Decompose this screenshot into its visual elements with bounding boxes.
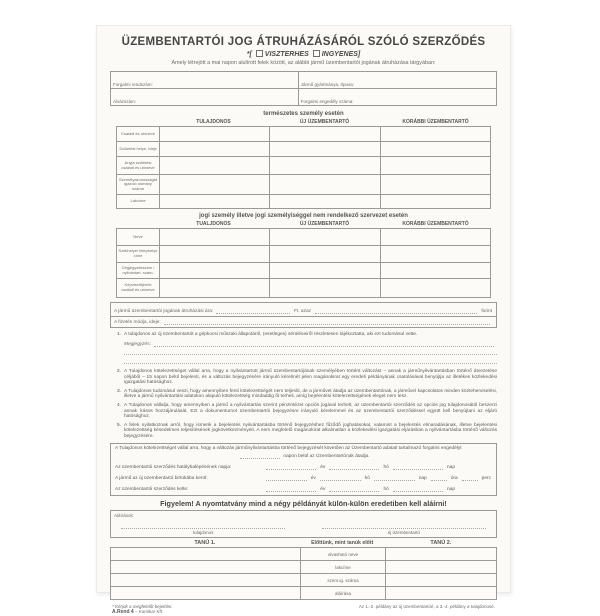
blank-line [124, 347, 497, 355]
col-new-operator: ÚJ ÜZEMBENTARTÓ [299, 119, 350, 125]
legal-person-column-headers [116, 220, 491, 228]
clause-5 [110, 423, 497, 440]
date-row-label: A jármű az új üzembentartó birtokába kerül: [115, 476, 208, 482]
table-cell [160, 142, 269, 156]
table-cell [270, 142, 379, 156]
table-cell [381, 195, 490, 208]
spacer [116, 220, 158, 228]
signatures-box [110, 510, 497, 538]
form-code: A.Rend 4 [112, 609, 134, 616]
row-label: olvasható neve [301, 548, 386, 560]
unit-day: nap [418, 476, 427, 482]
row-label: Anyja születési családi és utóneve [117, 157, 159, 174]
signature-line [121, 522, 285, 529]
table-cell [160, 127, 269, 141]
witness-headers [110, 540, 497, 546]
table-cell [270, 175, 379, 194]
price-box [110, 302, 497, 328]
blank-line [154, 341, 494, 347]
col-previous-operator: KORÁBBI ÜZEMBENTARTÓ [402, 119, 469, 125]
col-previous-operator: KORÁBBI ÜZEMBENTARTÓ [402, 221, 469, 227]
field-make [299, 72, 496, 88]
date-row-effective [115, 464, 492, 470]
spacer [116, 118, 158, 126]
table-cell [111, 587, 300, 599]
blank-line [124, 356, 497, 364]
clause-number: 5. [116, 422, 121, 428]
table-cell [386, 574, 496, 586]
natural-person-table [116, 126, 491, 209]
type-option-onerous: VISZTERHES [264, 51, 309, 58]
clause-1 [110, 332, 497, 338]
table-cell [111, 561, 300, 573]
table-cell [270, 246, 379, 262]
clause-number: 2. [116, 368, 121, 374]
row-label: Lakcíme [117, 195, 159, 208]
unit-year: év [310, 476, 316, 482]
unit-day: nap [446, 487, 455, 493]
field-registration-label: Forgalmi engedély száma: [300, 99, 354, 104]
price-label: A jármű üzembentartói jogának átruházási ára: [114, 309, 214, 314]
blank-line [431, 475, 447, 481]
col-new-operator: ÚJ ÜZEMBENTARTÓ [299, 221, 350, 227]
row-label: Születési helye, ideje [117, 142, 159, 156]
payment-label: A fizetés módja, ideje: [114, 320, 161, 325]
blank-line [374, 475, 415, 481]
witness-center-heading: Előttünk, mint tanúk előtt [311, 540, 374, 547]
table-cell [160, 279, 269, 297]
copies-note: Az 1.-2. példány az új üzembentartóé, a 3.-4. példány a tulajdonosé. [358, 604, 495, 610]
col-owner: TULAJDONOS [196, 119, 231, 125]
table-cell [160, 246, 269, 262]
table-cell [381, 279, 490, 297]
signature-owner [121, 522, 285, 535]
unit-month: hó [364, 476, 370, 482]
field-plate [111, 72, 298, 88]
blank-line [315, 308, 477, 314]
blank-line [266, 475, 307, 481]
table-cell [270, 157, 379, 174]
table-cell [160, 175, 269, 194]
natural-person-heading: természetes személy esetén [263, 111, 344, 117]
field-registration [299, 89, 496, 105]
publisher: – Kamikar Kft. [134, 609, 164, 615]
table-cell [381, 157, 490, 174]
row-label: Székhelye/ telephelye címe [117, 246, 159, 262]
unit-year: év [320, 487, 326, 493]
unit-month: hó [383, 487, 389, 493]
blank-line [393, 464, 443, 470]
table-cell [386, 587, 496, 599]
blank-line [164, 319, 490, 325]
handover-deadline-row [115, 453, 492, 459]
date-row-label: Az üzembentartói szerződés kelte: [115, 487, 189, 493]
checkbox-ingyenes-icon [313, 50, 320, 57]
table-cell [386, 561, 496, 573]
date-row-possession [115, 475, 492, 481]
unit-month: hó [383, 465, 389, 471]
remark-block [124, 341, 497, 364]
row-label: lakcíme [301, 561, 386, 573]
clause-4 [110, 403, 497, 420]
clause-text: A Tulajdonos tudomásul veszi, hogy amennyiben fenti kötelezettségét nem teljesíti, de a járművet átadja az üzembentartónak, a járművel kapcsolatos minden közteherviselési, illetve a jármű nyilvántartási adatokon alapuló kötelezettség mindaddig őt terheli, amíg bejelentési kötelezettségének eleget nem tesz. [124, 388, 497, 400]
date-row-signed [115, 486, 492, 492]
row-label: szem.ig. száma [301, 574, 386, 586]
type-prefix: *[ [246, 51, 252, 58]
clause-number: 3. [116, 388, 121, 394]
natural-person-column-headers [116, 118, 491, 126]
table-cell [111, 548, 300, 560]
remark-label: Megjegyzés: [124, 341, 151, 347]
signature-new-operator [322, 522, 486, 535]
table-cell [160, 195, 269, 208]
table-cell [270, 279, 379, 297]
clause-text: A Tulajdonos vállalja, hogy amennyiben a jármű a nyilvántartás szerint pénzintézet opciós jogával terhelt, az üzembentartói szerződés az opciós jog tulajdonosától beszerzi annak írásos hozzájárulását. Ezt a dokumentumot üzembentartói bejegyzésre irányuló kérelemmel és az üzembentartói szerződéssel együtt kell benyújtani az eljáró hatósághoz. [124, 402, 497, 420]
blank-line [216, 308, 290, 314]
table-cell [160, 157, 269, 174]
currency-end: forint [481, 309, 492, 314]
blank-line [329, 464, 379, 470]
table-cell [160, 229, 269, 245]
table-cell [111, 574, 300, 586]
witness-table [110, 547, 497, 600]
handover-intro: A Tulajdonos kötelezettséget vállal arra, hogy a változás járműnyilvántartásba történő bejegyzését követően az Üzembentartó adatait tartalmazó forgalmi engedélyt [115, 445, 462, 451]
handover-deadline-text: napon belül az Üzembentartónak átadja. [283, 454, 370, 460]
unit-year: év [320, 465, 326, 471]
blank-line [266, 464, 316, 470]
mark-instruction: * Kérjük a megfelelőt bejelölni. [112, 604, 173, 610]
row-label: Személyazonosságát igazoló okmány száma [117, 175, 159, 194]
clause-text: A tulajdonos az új üzembentartót a gépkocsi műszaki állapotáról, (esetleges) sérüléseiről részletesen tájékoztatta, aki ezt tudomásul vette. [124, 332, 418, 337]
legal-person-heading: jogi személy illetve jogi személyiséggel nem rendelkező szervezet esetén [199, 213, 408, 219]
handover-box [110, 443, 497, 497]
row-label: Neve [117, 229, 159, 245]
currency-mid: Ft, azaz [293, 309, 312, 314]
clause-text: A Tulajdonos kötelezettséget vállal arra, hogy a nyilvántartott jármű üzembentartójának személyében történt változást – annak a járműnyilvántartásban történő átvezetése céljából – 15 napon belül bejelenti, és a változás bejegyzésére irányuló kérelmét jelen magánokirat egy eredeti példányának csatolásával benyújtja az illetékes közlekedési igazgatási hatósághoz. [124, 368, 497, 386]
legal-person-table [116, 228, 491, 298]
vehicle-data-table [110, 71, 497, 106]
unit-minute: perc [481, 476, 492, 482]
field-vin-label: Alvázszám: [113, 99, 137, 104]
table-cell [381, 175, 490, 194]
witness1-heading: TANÚ 1. [194, 540, 216, 547]
table-cell [386, 548, 496, 560]
row-label: Családi és utóneve [117, 127, 159, 141]
field-make-label: Jármű gyártmánya, típusa: [300, 82, 354, 87]
table-cell [381, 142, 490, 156]
signature-new-operator-label: új üzembentartó [387, 530, 421, 536]
blank-line [393, 486, 443, 492]
witness2-heading: TANÚ 2. [430, 540, 452, 547]
col-owner: TUALJDONOS [196, 221, 231, 227]
clause-number: 4. [116, 402, 121, 408]
checkbox-viszterhes-icon [256, 50, 263, 57]
table-cell [381, 127, 490, 141]
field-vin [111, 89, 298, 105]
price-row [111, 303, 496, 317]
blank-line [240, 453, 280, 459]
clause-3 [110, 389, 497, 401]
row-label: Cégjegyzékszám / nyilvántart. szám: [117, 263, 159, 278]
table-cell [270, 195, 379, 208]
blank-line [329, 486, 379, 492]
footer-left [112, 604, 173, 615]
clause-text: A felek nyilatkoznak arról, hogy ismerik a bejelentés nyilvántartásba történő bejegyzéshez fűződő joghatásokat, valamint a bejelentés elmaradásának, illetve bejelentési kötelezettség késedelmes teljesítésének jogkövetkezményeit. A nem megfelelő magánokirat alkalmatlan a közlekedési igazgatási eljárásban a nyilvántartásba történő változás bejegyzésére. [124, 422, 497, 440]
table-cell [270, 229, 379, 245]
row-label: aláírása [301, 587, 386, 599]
blank-line [462, 475, 478, 481]
page-title: ÜZEMBENTARTÓI JOG ÁTRUHÁZÁSÁRÓL SZÓLÓ SZERZŐDÉS [121, 36, 486, 48]
blank-line [320, 475, 361, 481]
clause-number: 1. [116, 332, 121, 337]
signature-owner-label: tulajdonos [192, 530, 214, 536]
page-footer [110, 603, 497, 616]
signature-line [322, 522, 486, 529]
attention-notice: Figyelem! A nyomtatvány mind a négy példányát külön-külön eredetiben kell aláírni! [160, 499, 447, 509]
type-option-free: INGYENES [321, 51, 358, 58]
table-cell [381, 246, 490, 262]
blank-line [266, 486, 316, 492]
date-row-label: Az üzembentartói szerződés hatálybalépésének napja: [115, 465, 232, 471]
row-label: Képviselőjének családi és utóneve [117, 279, 159, 297]
table-cell [160, 263, 269, 278]
unit-day: nap [446, 465, 455, 471]
type-suffix: ] [357, 51, 361, 58]
unit-hour: óra [450, 476, 458, 482]
contract-type-line [110, 50, 497, 58]
signatures-label: Aláírások: [114, 513, 135, 519]
table-cell [270, 263, 379, 278]
intro-text: Amely létrejött a mai napon alulírott felek között, az alábbi jármű üzembentartói jogának átruházása tárgyában: [171, 60, 436, 66]
remark-row [124, 341, 497, 347]
document-page [96, 25, 511, 616]
table-cell [381, 263, 490, 278]
table-cell [270, 127, 379, 141]
field-plate-label: Forgalmi rendszám: [113, 82, 153, 87]
signature-row [121, 522, 486, 535]
table-cell [381, 229, 490, 245]
payment-row [111, 317, 496, 327]
clause-2 [110, 369, 497, 386]
